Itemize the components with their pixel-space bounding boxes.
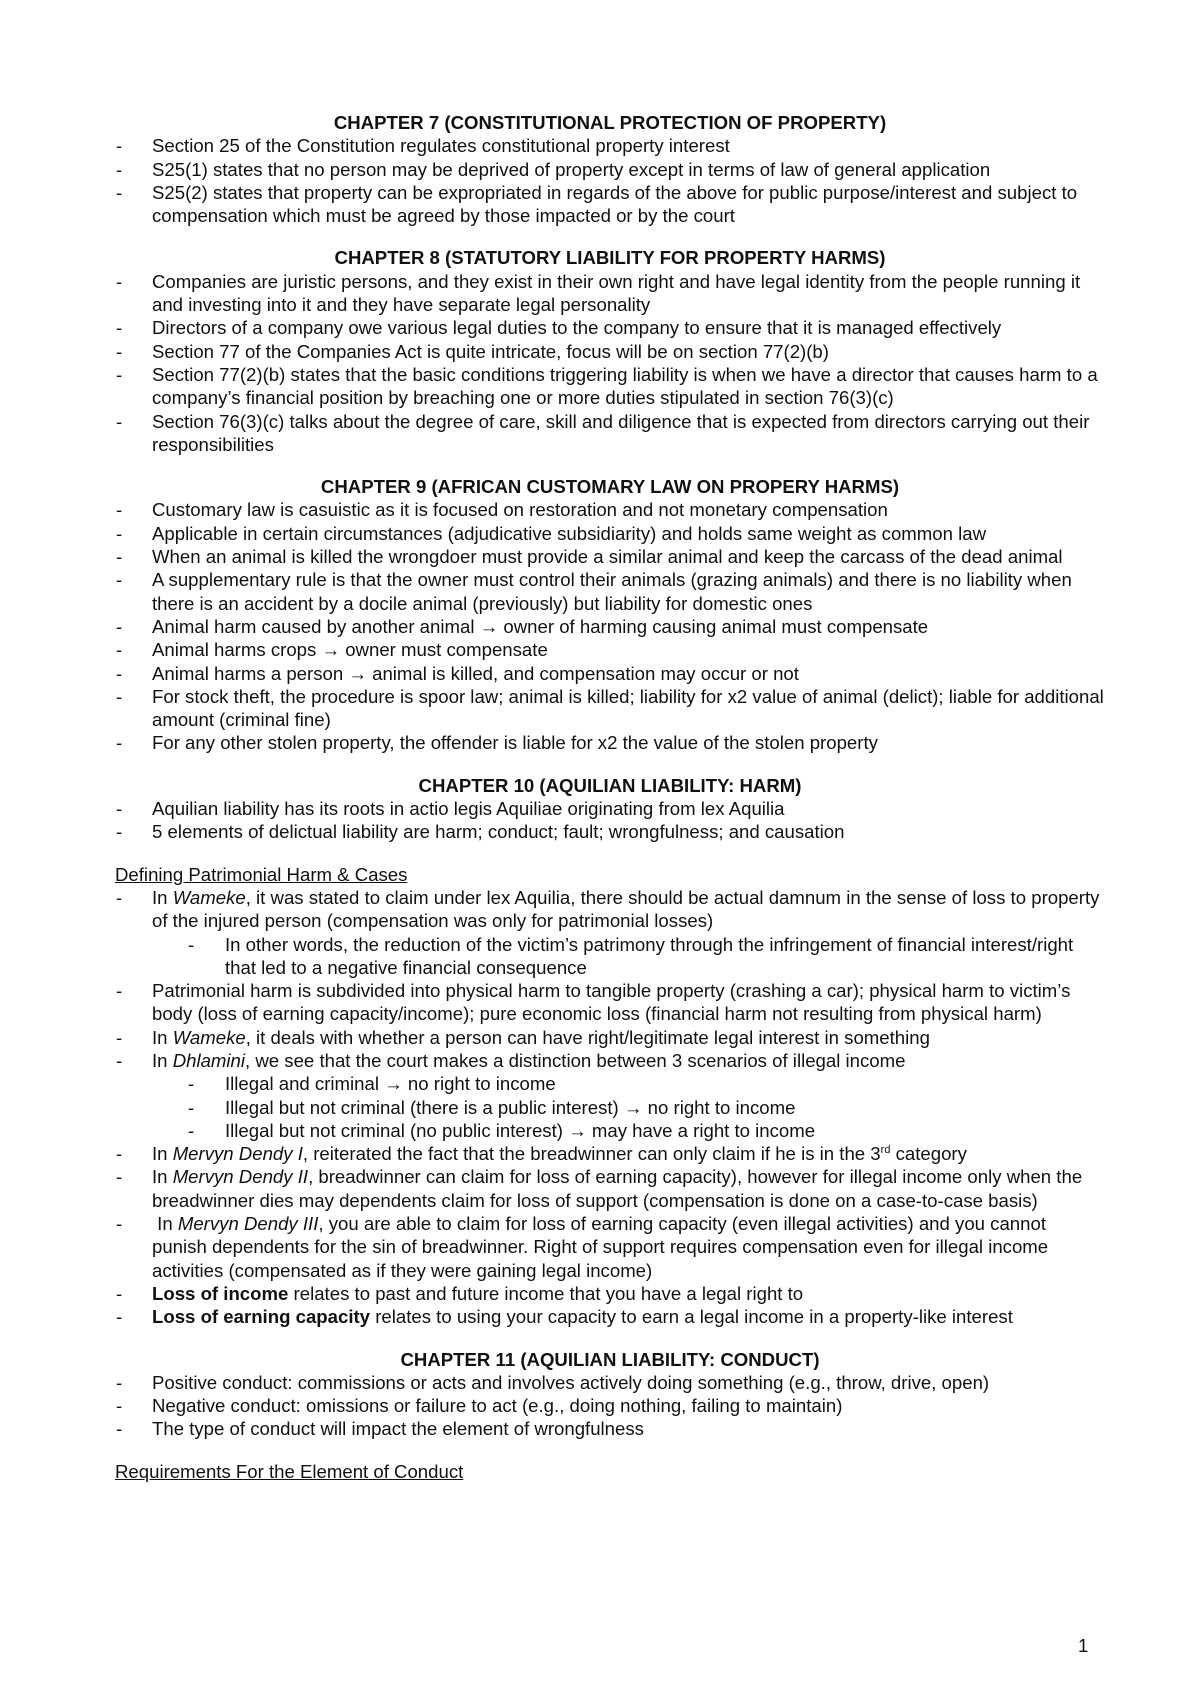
bullet-dash: - — [116, 1166, 123, 1188]
list-item: - Animal harm caused by another animal → owner of harming causing animal must compensate — [116, 615, 929, 637]
list-item: - In Wameke, it deals with whether a person can have right/legitimate legal interest in something — [116, 1026, 930, 1048]
bullet-dash: - — [116, 158, 123, 180]
list-item: - Positive conduct: commissions or acts and involves actively doing something (e.g., throw, drive, open) — [116, 1371, 990, 1393]
bullet-dash: - — [116, 1213, 123, 1235]
list-item: - Patrimonial harm is subdivided into physical harm to tangible property (crashing a car); physical harm to victim’s body (loss of earning capacity/income); pure economic loss (financial harm not resulting from physical harm) — [116, 980, 1071, 1025]
sub-list-item: - Illegal but not criminal (no public interest) → may have a right to income — [188, 1119, 816, 1141]
bullet-dash: - — [188, 1073, 195, 1095]
list-item: - For stock theft, the procedure is spoor law; animal is killed; liability for x2 value of animal (delict); liable for additional amount (criminal fine) — [116, 685, 1104, 731]
list-item: - In Mervyn Dendy III, you are able to claim for loss of earning capacity (even illegal activities) and you cannot punish dependents for the sin of breadwinner. Right of support requires compensation even for illegal income activities (compensated as if they were gaining legal income) — [116, 1213, 1049, 1281]
list-item: - Section 76(3)(c) talks about the degree of care, skill and diligence that is expected from directors carrying out their responsibilities — [116, 410, 1090, 455]
list-item: - Animal harms a person → animal is killed, and compensation may occur or not — [116, 662, 799, 684]
bullet-dash: - — [188, 1096, 195, 1118]
bullet-dash: - — [116, 639, 123, 661]
bullet-dash: - — [188, 933, 195, 955]
bullet-dash: - — [116, 363, 123, 385]
list-item: - Directors of a company owe various legal duties to the company to ensure that it is managed effectively — [116, 317, 1002, 339]
list-item: - S25(2) states that property can be expropriated in regards of the above for public purpose/interest and subject to compensation which must be agreed by those impacted or by the court — [116, 181, 1078, 227]
chapter-10-heading: CHAPTER 10 (AQUILIAN LIABILITY: HARM) — [418, 774, 802, 796]
bullet-dash: - — [116, 569, 123, 591]
bullet-dash: - — [116, 340, 123, 362]
list-item: - In Mervyn Dendy I, reiterated the fact that the breadwinner can only claim if he is in the 3rd category — [116, 1143, 967, 1165]
list-item: - Loss of earning capacity relates to using your capacity to earn a legal income in a property-like interest — [116, 1306, 1013, 1328]
chapter-7-heading: CHAPTER 7 (CONSTITUTIONAL PROTECTION OF PROPERTY) — [333, 112, 887, 133]
list-item: - Aquilian liability has its roots in actio legis Aquiliae originating from lex Aquilia — [116, 798, 785, 820]
bullet-dash: - — [116, 499, 123, 521]
bullet-dash: - — [116, 317, 123, 339]
bullet-dash: - — [116, 1395, 123, 1417]
bullet-dash: - — [116, 181, 123, 203]
subheading-patrimonial-harm: Defining Patrimonial Harm & Cases — [115, 863, 408, 885]
chapter-8-heading: CHAPTER 8 (STATUTORY LIABILITY FOR PROPERTY HARMS) — [334, 247, 886, 269]
bullet-dash: - — [116, 980, 123, 1002]
bullet-dash: - — [116, 821, 123, 843]
bullet-dash: - — [116, 732, 123, 754]
bullet-dash: - — [116, 798, 123, 820]
bullet-dash: - — [116, 270, 123, 292]
list-item: - S25(1) states that no person may be deprived of property except in terms of law of general application — [116, 158, 991, 180]
bullet-dash: - — [116, 1371, 123, 1393]
list-item: - Section 77 of the Companies Act is quite intricate, focus will be on section 77(2)(b) — [116, 340, 829, 362]
bullet-dash: - — [116, 886, 123, 908]
sub-list-item: - In other words, the reduction of the victim’s patrimony through the infringement of financial interest/right that led to a negative financial consequence — [188, 933, 1074, 978]
page-number: 1 — [1078, 1635, 1089, 1656]
list-item: - Customary law is casuistic as it is focused on restoration and not monetary compensation — [116, 499, 888, 521]
case-name: Wameke — [172, 1026, 246, 1048]
list-item: - Animal harms crops → owner must compensate — [116, 639, 548, 661]
term-loss-of-earning-capacity: Loss of earning capacity — [152, 1306, 371, 1328]
list-item: - Loss of income relates to past and future income that you have a legal right to — [116, 1282, 804, 1304]
bullet-dash: - — [116, 1282, 123, 1304]
list-item: - Section 77(2)(b) states that the basic conditions triggering liability is when we have a director that causes harm to a company’s financial position by breaching one or more duties stipulated in section 76(3)(c) — [116, 363, 1098, 409]
subheading-requirements-conduct: Requirements For the Element of Conduct — [115, 1460, 464, 1482]
list-item: - For any other stolen property, the offender is liable for x2 the value of the stolen property — [116, 732, 878, 754]
list-item: - The type of conduct will impact the element of wrongfulness — [116, 1418, 644, 1440]
list-item: - Applicable in certain circumstances (adjudicative subsidiarity) and holds same weight as common law — [116, 522, 987, 544]
case-name: Mervyn Dendy II — [172, 1166, 309, 1188]
bullet-dash: - — [116, 410, 123, 432]
bullet-dash: - — [116, 615, 123, 637]
list-item: - 5 elements of delictual liability are harm; conduct; fault; wrongfulness; and causation — [116, 821, 845, 843]
bullet-dash: - — [116, 135, 123, 157]
case-name: Mervyn Dendy III — [177, 1213, 319, 1235]
case-name: Mervyn Dendy I — [172, 1143, 303, 1165]
list-item: - Negative conduct: omissions or failure to act (e.g., doing nothing, failing to maintain) — [116, 1395, 843, 1417]
bullet-dash: - — [116, 546, 123, 568]
list-item: - In Dhlamini, we see that the court makes a distinction between 3 scenarios of illegal income — [116, 1049, 906, 1071]
bullet-dash: - — [116, 662, 123, 684]
bullet-dash: - — [188, 1119, 195, 1141]
list-item: - In Mervyn Dendy II, breadwinner can claim for loss of earning capacity), however for illegal income only when the breadwinner dies may dependents claim for loss of support (compensation is done on a case-to-case basis) — [116, 1166, 1083, 1211]
list-item: - Section 25 of the Constitution regulates constitutional property interest — [116, 135, 730, 157]
chapter-9-heading: CHAPTER 9 (AFRICAN CUSTOMARY LAW ON PROPERY HARMS) — [320, 476, 900, 498]
case-name: Dhlamini — [172, 1049, 246, 1071]
bullet-dash: - — [116, 1418, 123, 1440]
list-item: - Companies are juristic persons, and they exist in their own right and have legal identity from the people running it and investing into it and they have separate legal personality — [116, 270, 1081, 316]
list-item: - When an animal is killed the wrongdoer must provide a similar animal and keep the carcass of the dead animal — [116, 546, 1063, 568]
sub-list-item: - Illegal but not criminal (there is a public interest) → no right to income — [188, 1096, 796, 1118]
case-name: Wameke — [172, 886, 246, 908]
list-item: - A supplementary rule is that the owner must control their animals (grazing animals) and there is no liability when there is an accident by a docile animal (previously) but liability for domestic ones — [116, 569, 1072, 614]
bullet-dash: - — [116, 1143, 123, 1165]
bullet-dash: - — [116, 1306, 123, 1328]
list-item: - In Wameke, it was stated to claim under lex Aquilia, there should be actual damnum in the sense of loss to property of the injured person (compensation was only for patrimonial losses) — [116, 886, 1100, 932]
bullet-dash: - — [116, 1049, 123, 1071]
bullet-dash: - — [116, 522, 123, 544]
document-body — [115, 111, 1105, 1483]
term-loss-of-income: Loss of income — [152, 1282, 289, 1304]
bullet-dash: - — [116, 1026, 123, 1048]
ordinal-superscript: rd — [880, 1143, 891, 1156]
sub-list-item: - Illegal and criminal → no right to income — [188, 1073, 556, 1095]
bullet-dash: - — [116, 685, 123, 707]
chapter-11-heading: CHAPTER 11 (AQUILIAN LIABILITY: CONDUCT) — [400, 1348, 820, 1370]
